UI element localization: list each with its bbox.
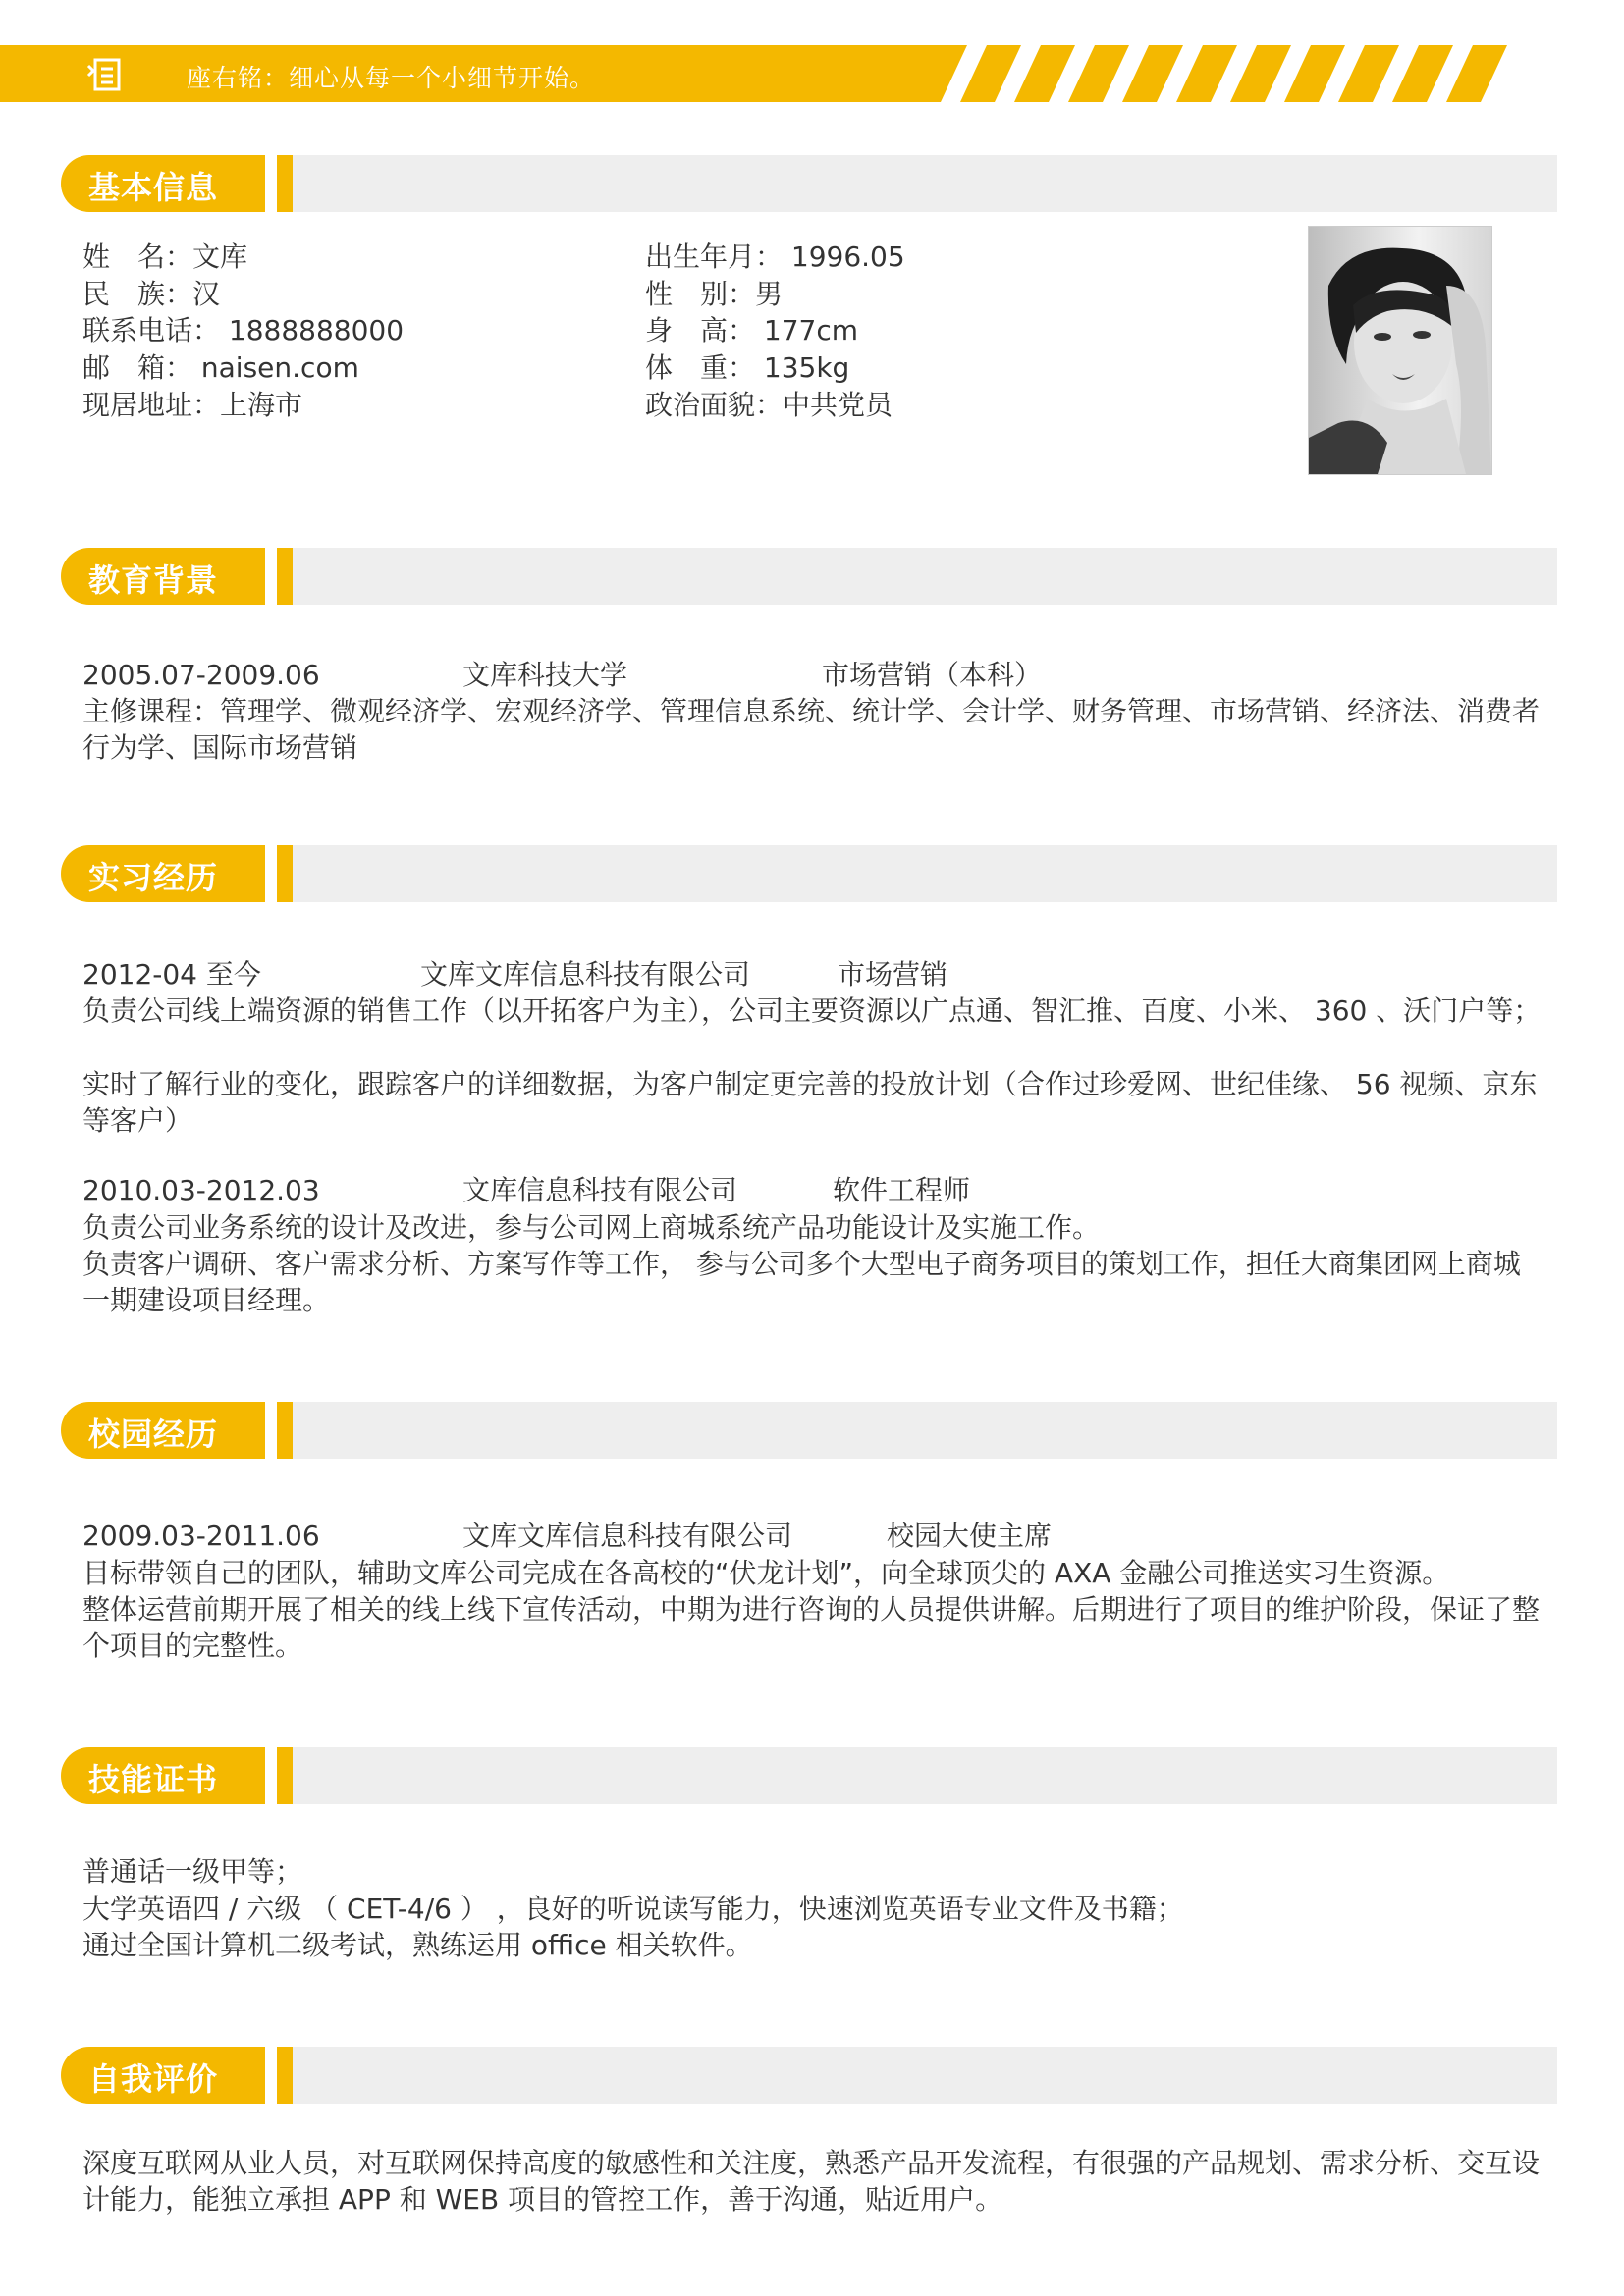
education-school: 文库科技大学 xyxy=(462,659,628,691)
section-header-internship xyxy=(61,845,1557,902)
section-title-campus: 校园经历 xyxy=(88,1415,219,1453)
basic-name: 姓 名：文库 xyxy=(82,240,248,273)
basic-gender: 性 别：男 xyxy=(645,278,784,310)
portrait-photo xyxy=(1308,226,1492,475)
education-major: 市场营销（本科） xyxy=(822,659,1043,691)
internship-2-line-1: 负责公司业务系统的设计及改进，参与公司网上商城系统产品功能设计及实施工作。 xyxy=(82,1211,1101,1244)
section-header-self xyxy=(61,2047,1557,2104)
campus-line-2: 整体运营前期开展了相关的线上线下宣传活动，中期为进行咨询的人员提供讲解。后期进行了项目的维护阶段，保证了整个项目的完整性。 xyxy=(82,1593,1541,1662)
campus-role: 校园大使主席 xyxy=(887,1520,1053,1552)
internship-1-line-1: 负责公司线上端资源的销售工作（以开拓客户为主），公司主要资源以广点通、智汇推、百度、小米、 360 、沃门户等； xyxy=(82,994,1542,1027)
motto-text: 座右铭：细心从每一个小细节开始。 xyxy=(187,64,596,92)
basic-height: 身 高： 177cm xyxy=(645,314,859,347)
self-evaluation-text: 深度互联网从业人员，对互联网保持高度的敏感性和关注度，熟悉产品开发流程，有很强的产品规划、需求分析、交互设计能力，能独立承担 APP 和 WEB 项目的管控工作，善于沟通，贴近用户。 xyxy=(82,2147,1541,2216)
section-title-basic: 基本信息 xyxy=(88,169,219,206)
education-courses: 主修课程：管理学、微观经济学、宏观经济学、管理信息系统、统计学、会计学、财务管理、市场营销、经济法、消费者行为学、国际市场营销 xyxy=(82,695,1541,764)
campus-date: 2009.03-2011.06 xyxy=(82,1520,320,1552)
skill-line-2: 大学英语四 / 六级 （ CET-4/6 ） ，良好的听说读写能力，快速浏览英语专业文件及书籍； xyxy=(82,1893,1184,1925)
internship-1-date: 2012-04 至今 xyxy=(82,958,261,990)
section-header-campus xyxy=(61,1402,1557,1459)
section-title-skills: 技能证书 xyxy=(88,1761,219,1798)
section-title-internship: 实习经历 xyxy=(88,859,219,896)
internship-2-company: 文库信息科技有限公司 xyxy=(462,1174,738,1206)
skill-line-3: 通过全国计算机二级考试，熟练运用 office 相关软件。 xyxy=(82,1929,753,1961)
skill-line-1: 普通话一级甲等； xyxy=(82,1855,303,1888)
section-header-skills xyxy=(61,1747,1557,1804)
internship-1-line-2: 实时了解行业的变化，跟踪客户的详细数据，为客户制定更完善的投放计划（合作过珍爱网、世纪佳缘、 56 视频、京东等客户） xyxy=(82,1068,1538,1137)
section-title-self: 自我评价 xyxy=(88,2060,219,2098)
section-header-education xyxy=(61,548,1557,605)
basic-phone: 联系电话： 1888888000 xyxy=(82,314,405,347)
basic-ethnicity: 民 族：汉 xyxy=(82,278,221,310)
basic-birth: 出生年月： 1996.05 xyxy=(645,240,905,273)
basic-political: 政治面貌：中共党员 xyxy=(645,389,893,421)
basic-weight: 体 重： 135kg xyxy=(645,351,850,384)
campus-line-1: 目标带领自己的团队，辅助文库公司完成在各高校的“伏龙计划”，向全球顶尖的 AXA 金融公司推送实习生资源。 xyxy=(82,1557,1450,1589)
basic-email: 邮 箱： naisen.com xyxy=(82,351,359,384)
section-title-education: 教育背景 xyxy=(88,561,219,599)
section-header-basic xyxy=(61,155,1557,212)
resume-icon xyxy=(86,57,122,92)
internship-2-date: 2010.03-2012.03 xyxy=(82,1174,320,1206)
campus-company: 文库文库信息科技有限公司 xyxy=(462,1520,793,1552)
internship-2-line-2: 负责客户调研、客户需求分析、方案写作等工作， 参与公司多个大型电子商务项目的策划工作，担任大商集团网上商城一期建设项目经理。 xyxy=(82,1248,1521,1316)
internship-2-role: 软件工程师 xyxy=(833,1174,971,1206)
education-date: 2005.07-2009.06 xyxy=(82,659,320,691)
internship-1-role: 市场营销 xyxy=(838,958,948,990)
internship-1-company: 文库文库信息科技有限公司 xyxy=(420,958,751,990)
basic-address: 现居地址：上海市 xyxy=(82,389,303,421)
